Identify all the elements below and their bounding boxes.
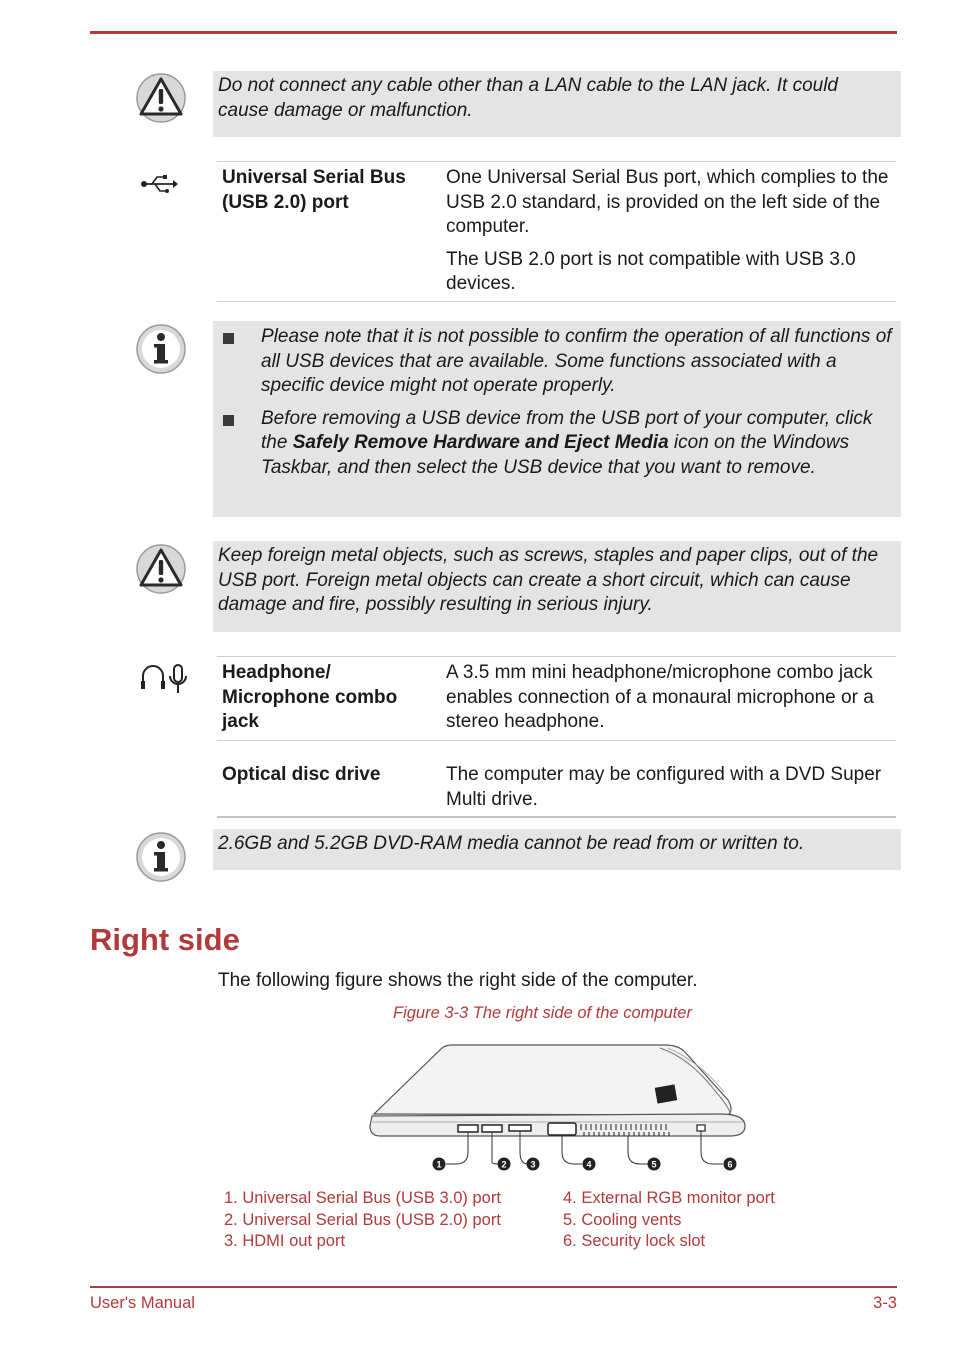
headphone-microphone-icon — [140, 662, 190, 696]
figure-legend-right — [563, 1188, 775, 1253]
warning-note-lan — [213, 71, 901, 137]
callout-3 — [527, 1158, 540, 1171]
warning-note-metal — [213, 541, 901, 632]
callout-6-label: 6 — [727, 1159, 733, 1170]
legend-item: 4. External RGB monitor port — [563, 1189, 775, 1207]
headphone-description: A 3.5 mm mini headphone/microphone combo jack enables connection of a monaural microphone or a stereo headphone. — [446, 662, 874, 732]
callout-4 — [583, 1158, 596, 1171]
warning-text: Keep foreign metal objects, such as screws, staples and paper clips, out of the USB port. Foreign metal objects can create a short circuit, which can cause damage and fire, possibly resulting in serious injury. — [218, 545, 879, 615]
row-divider — [217, 816, 896, 818]
info-icon — [135, 831, 187, 883]
usb-desc-1: One Universal Serial Bus port, which complies to the USB 2.0 standard, is provided on the left side of the computer. — [446, 167, 889, 237]
footer-rule — [90, 1286, 897, 1288]
legend-item: 5. Cooling vents — [563, 1210, 682, 1229]
footer-manual-title: User's Manual — [90, 1294, 195, 1312]
usb-description — [446, 166, 891, 305]
headphone-term: Headphone/ Microphone combo jack — [222, 662, 398, 732]
figure-legend-left — [224, 1188, 501, 1253]
warning-icon — [135, 543, 187, 595]
laptop-right-side-figure — [360, 1040, 760, 1175]
warning-icon — [135, 72, 187, 124]
info-note-dvd — [213, 829, 901, 870]
header-rule — [90, 31, 897, 34]
info-icon — [135, 323, 187, 375]
safely-remove-hardware-label: Safely Remove Hardware and Eject Media — [292, 432, 669, 453]
footer-page-number: 3-3 — [873, 1294, 897, 1312]
callout-3-label: 3 — [530, 1159, 536, 1170]
figure-caption: Figure 3-3 The right side of the computer — [393, 1004, 692, 1022]
callout-2 — [498, 1158, 511, 1171]
info-bullet-text-post: icon on the Windows Taskbar, and then select the USB device that you want to remove. — [261, 432, 850, 478]
usb-port-row — [217, 161, 896, 302]
optical-description: The computer may be configured with a DVD Super Multi drive. — [446, 764, 882, 810]
bullet-square-icon — [223, 333, 234, 344]
callout-2-label: 2 — [501, 1159, 507, 1170]
callout-1-label: 1 — [436, 1159, 442, 1170]
info-text: 2.6GB and 5.2GB DVD-RAM media cannot be read from or written to. — [218, 833, 805, 854]
callout-5 — [648, 1158, 661, 1171]
info-bullet — [218, 407, 893, 481]
warning-text: Do not connect any cable other than a LAN cable to the LAN jack. It could cause damage or malfunction. — [218, 75, 838, 121]
info-note-usb — [213, 321, 901, 517]
optical-drive-row — [217, 740, 896, 817]
info-bullet-text: Please note that it is not possible to confirm the operation of all functions of all USB devices that are available. Some functions associated with a specific device might not operate properly. — [261, 326, 892, 396]
legend-item: 2. Universal Serial Bus (USB 2.0) port — [224, 1210, 501, 1229]
bullet-square-icon — [223, 415, 234, 426]
legend-item: 1. Universal Serial Bus (USB 3.0) port — [224, 1189, 501, 1207]
headphone-jack-row — [217, 656, 896, 741]
callout-1 — [433, 1158, 446, 1171]
usb-icon — [140, 174, 178, 194]
info-bullet-text-pre: Before removing a USB device from the USB port of your computer, click the — [261, 407, 873, 453]
usb-term: Universal Serial Bus (USB 2.0) port — [222, 167, 406, 213]
usb-desc-2: The USB 2.0 port is not compatible with USB 3.0 devices. — [446, 248, 856, 294]
info-bullet — [218, 325, 893, 399]
callout-5-label: 5 — [651, 1159, 657, 1170]
legend-item: 6. Security lock slot — [563, 1232, 706, 1250]
callout-4-label: 4 — [586, 1159, 592, 1170]
section-intro: The following figure shows the right side of the computer. — [218, 970, 698, 991]
optical-term: Optical disc drive — [222, 764, 381, 785]
row-divider — [217, 301, 896, 302]
legend-item: 3. HDMI out port — [224, 1232, 346, 1250]
info-bullet-list — [218, 325, 893, 480]
callout-6 — [724, 1158, 737, 1171]
section-title: Right side — [90, 922, 240, 957]
